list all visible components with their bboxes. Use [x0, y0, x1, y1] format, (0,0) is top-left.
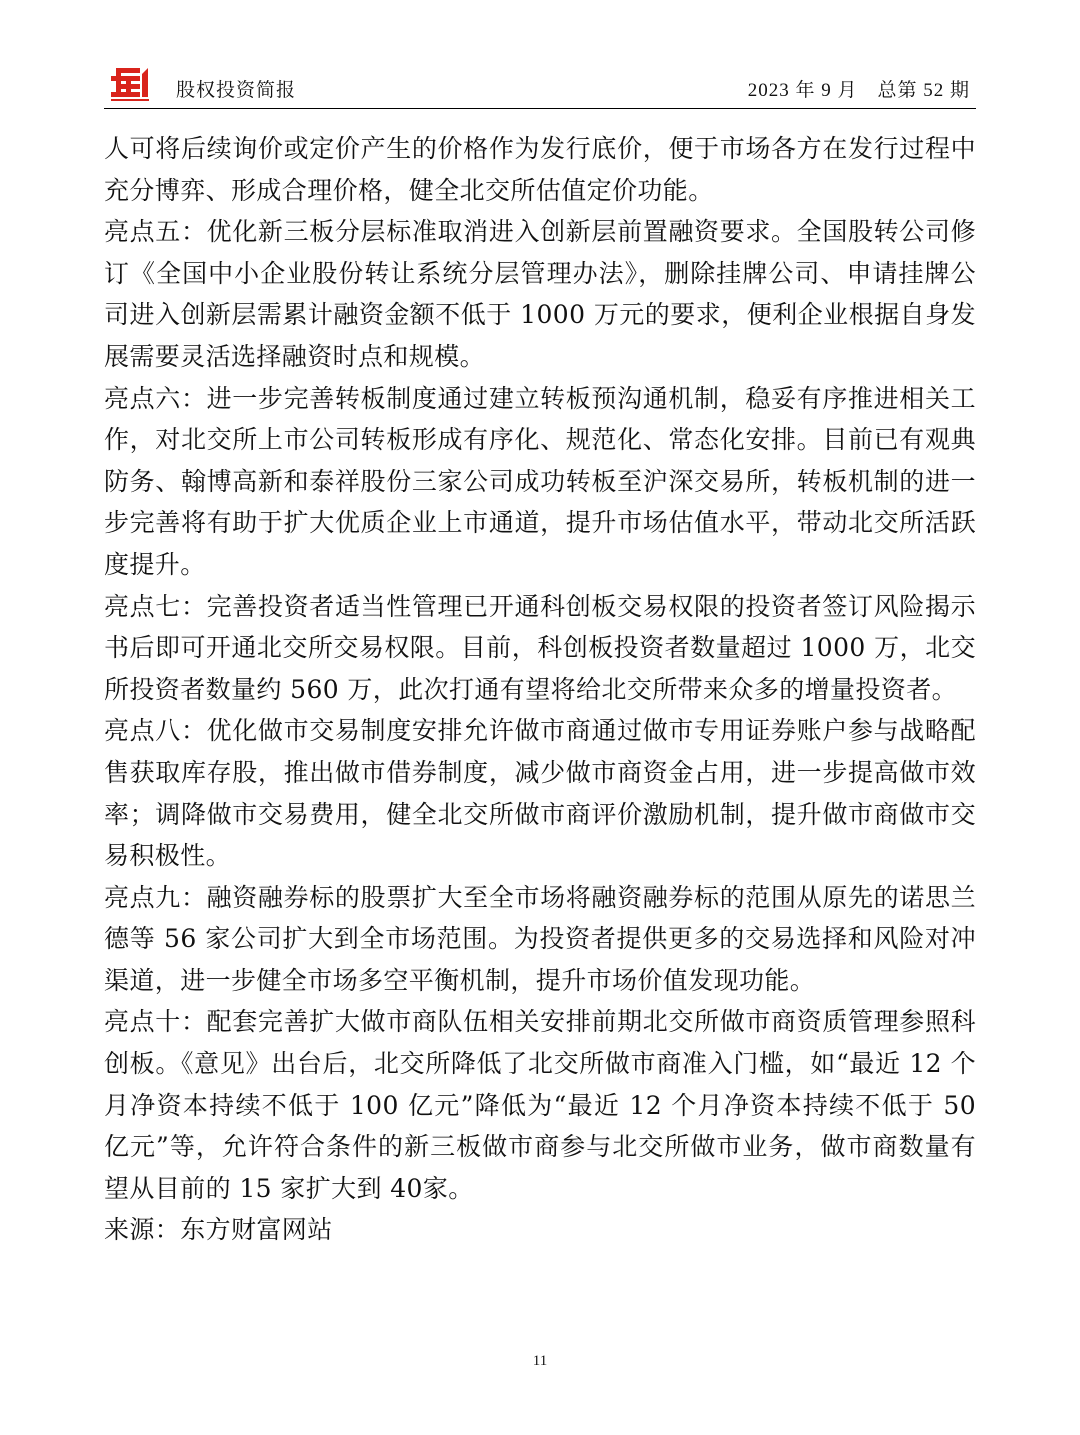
association-logo-icon [108, 64, 186, 108]
paragraph: 人可将后续询价或定价产生的价格作为发行底价，便于市场各方在发行过程中充分博弈、形成合理价格，健全北交所估值定价功能。 [104, 134, 976, 205]
header-divider [104, 108, 976, 109]
page-header [104, 62, 976, 112]
page-number: 11 [532, 1353, 548, 1369]
paragraph: 亮点九：融资融券标的股票扩大至全市场将融资融券标的范围从原先的诺思兰德等 56 家公司扩大到全市场范围。为投资者提供更多的交易选择和风险对冲渠道，进一步健全市场多空平衡机制，提升市场价值发现功能。 [104, 882, 976, 995]
paragraph: 亮点七：完善投资者适当性管理已开通科创板交易权限的投资者签订风险揭示书后即可开通北交所交易权限。目前，科创板投资者数量超过 1000 万，北交所投资者数量约 560 万，此次打通有望将给北交所带来众多的增量投资者。 [104, 591, 976, 704]
paragraph: 亮点六：进一步完善转板制度通过建立转板预沟通机制，稳妥有序推进相关工作，对北交所上市公司转板形成有序化、规范化、常态化安排。目前已有观典防务、翰博高新和泰祥股份三家公司成功转板至沪深交易所，转板机制的进一步完善将有助于扩大优质企业上市通道，提升市场估值水平，带动北交所活跃度提升。 [104, 383, 976, 579]
source-line: 来源：东方财富网站 [104, 1215, 333, 1245]
article-body [104, 128, 976, 1251]
header-title: 股权投资简报 [176, 79, 297, 101]
paragraph: 亮点十：配套完善扩大做市商队伍相关安排前期北交所做市商资质管理参照科创板。《意见》出台后，北交所降低了北交所做市商准入门槛，如“最近 12 个月净资本持续不低于 100 亿元”降低为“最近 12 个月净资本持续不低于 50 亿元”等，允许符合条件的新三板做市商参与北交所做市业务，做市商数量有望从目前的 15 家扩大到 40家。 [104, 1007, 976, 1203]
paragraph: 亮点五：优化新三板分层标准取消进入创新层前置融资要求。全国股转公司修订《全国中小企业股份转让系统分层管理办法》，删除挂牌公司、申请挂牌公司进入创新层需累计融资金额不低于 1000 万元的要求，便利企业根据自身发展需要灵活选择融资时点和规模。 [104, 217, 976, 371]
header-issue: 2023 年 9 月 总第 52 期 [747, 80, 970, 101]
paragraph: 亮点八：优化做市交易制度安排允许做市商通过做市专用证券账户参与战略配售获取库存股，推出做市借券制度，减少做市商资金占用，进一步提高做市效率；调降做市交易费用，健全北交所做市商评价激励机制，提升做市商做市交易积极性。 [104, 716, 976, 871]
